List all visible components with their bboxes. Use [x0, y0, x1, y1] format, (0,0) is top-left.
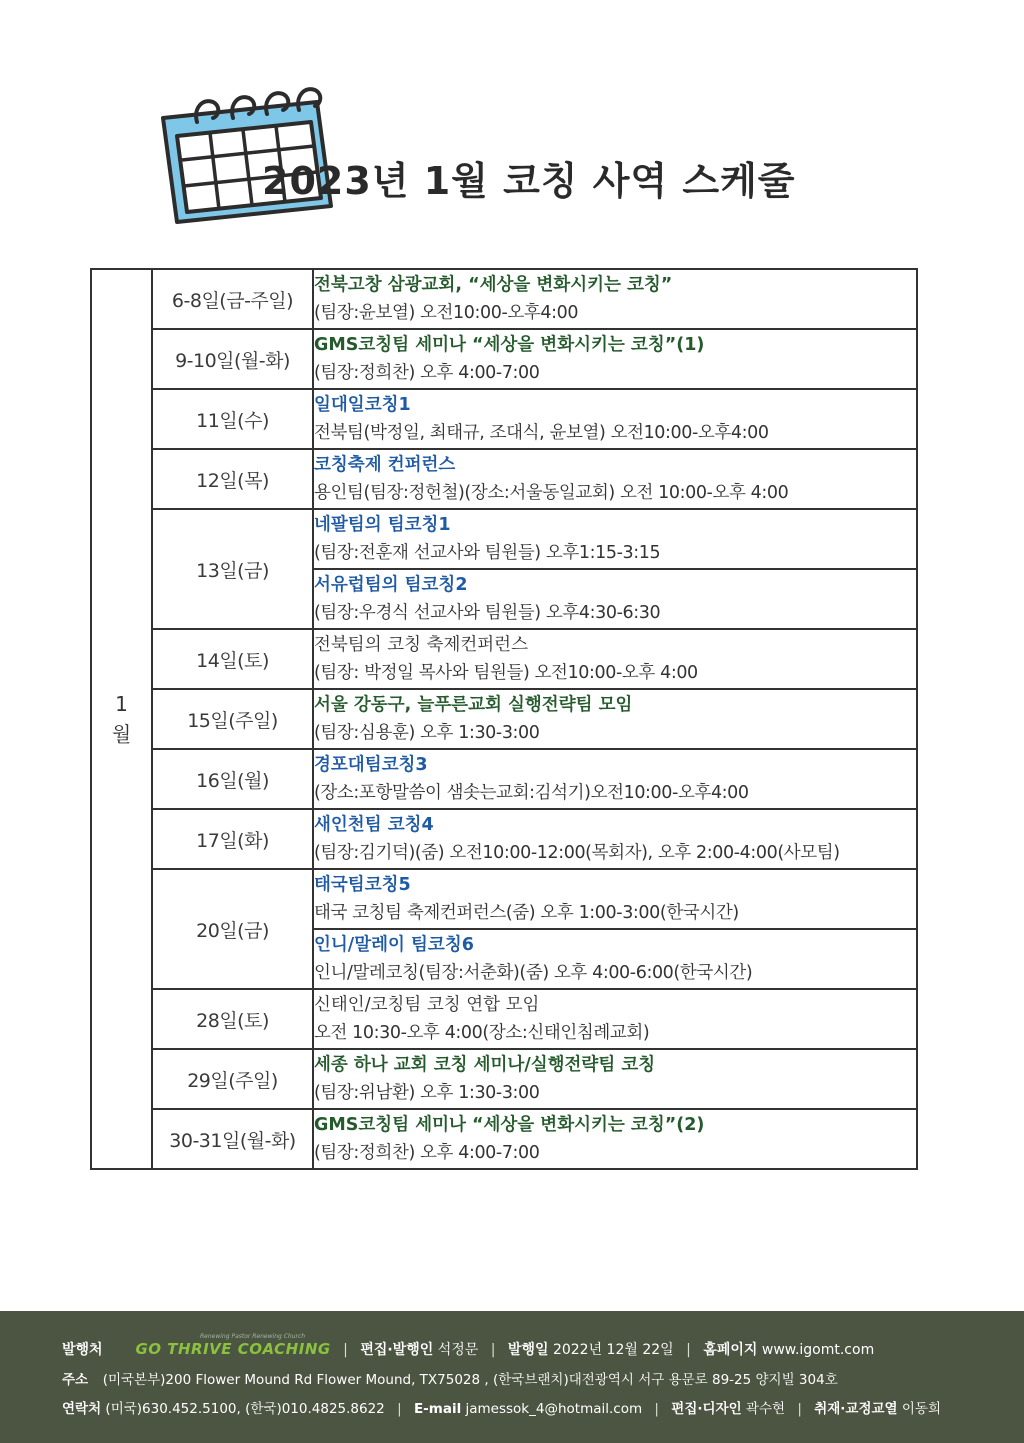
event-title: 세종 하나 교회 코칭 세미나/실행전략팀 코칭 — [314, 1054, 656, 1075]
schedule-row — [91, 329, 917, 389]
date-cell: 6-8일(금-주일) — [152, 269, 313, 329]
date-cell: 30-31일(월-화) — [152, 1109, 313, 1169]
event-title: 경포대팀코칭3 — [314, 754, 428, 775]
email-label: E-mail — [413, 1401, 462, 1417]
event-detail: 오전 10:30-오후 4:00(장소:신태인침례교회) — [314, 1022, 650, 1043]
date-cell: 20일(금) — [152, 869, 313, 989]
editor-label: 편집·발행인 — [360, 1342, 434, 1358]
event-cell — [313, 569, 917, 629]
contact-label: 연락처 — [62, 1401, 102, 1417]
event-title: GMS코칭팀 세미나 “세상을 변화시키는 코칭”(1) — [314, 334, 705, 355]
homepage-link[interactable]: www.igomt.com — [761, 1342, 875, 1358]
schedule-row — [91, 689, 917, 749]
proofreader-name: 이동희 — [901, 1401, 941, 1417]
designer-name: 곽수현 — [745, 1401, 786, 1417]
event-cell — [313, 989, 917, 1049]
footer-line-2 — [62, 1368, 838, 1388]
schedule-row — [91, 629, 917, 689]
event-detail: (팀장:심용훈) 오후 1:30-3:00 — [314, 722, 540, 743]
schedule-row — [91, 269, 917, 329]
proof-label: 취재·교정교열 — [814, 1401, 898, 1417]
email-address[interactable]: jamessok_4@hotmail.com — [465, 1401, 643, 1417]
date-cell: 11일(수) — [152, 389, 313, 449]
footer-line-3: 연락처 (미국)630.452.5100, (한국)010.4825.8622 | E-mail jamessok_4@hotmail.com | 편집·디자인 곽수현 | 취재·교정교열 이동희 — [62, 1401, 941, 1417]
event-title: 일대일코칭1 — [314, 394, 411, 415]
event-cell — [313, 329, 917, 389]
schedule-row — [91, 869, 917, 929]
homepage-label: 홈페이지 — [703, 1342, 758, 1358]
schedule-row — [91, 509, 917, 569]
event-cell — [313, 389, 917, 449]
date-cell: 29일(주일) — [152, 1049, 313, 1109]
event-cell — [313, 1049, 917, 1109]
footer-line-1: 발행처 GO THRIVE COACHING | 편집·발행인 석정문 | 발행일 2022년 12월 22일 | 홈페이지 www.igomt.com — [62, 1340, 875, 1358]
event-detail: 인니/말레코칭(팀장:서춘화)(줌) 오후 4:00-6:00(한국시간) — [314, 962, 753, 983]
event-detail: (팀장:전훈재 선교사와 팀원들) 오후1:15-3:15 — [314, 542, 661, 563]
event-title: 전북팀의 코칭 축제컨퍼런스 — [314, 634, 528, 655]
page-title: 2023년 1월 코칭 사역 스케줄 — [262, 159, 796, 203]
month-cell — [91, 269, 152, 1169]
event-detail: (팀장:정희찬) 오후 4:00-7:00 — [314, 1142, 540, 1163]
header — [0, 0, 1024, 250]
address-label: 주소 — [62, 1372, 89, 1388]
schedule-row — [91, 989, 917, 1049]
publisher-label: 발행처 — [62, 1342, 103, 1358]
event-detail: (팀장:김기덕)(줌) 오전10:00-12:00(목회자), 오후 2:00-4:00(사모팀) — [314, 842, 840, 863]
event-title: 태국팀코칭5 — [314, 874, 411, 895]
event-cell — [313, 269, 917, 329]
contact-numbers: (미국)630.452.5100, (한국)010.4825.8622 — [105, 1401, 385, 1417]
event-detail: (장소:포항말씀이 샘솟는교회:김석기)오전10:00-오후4:00 — [314, 782, 749, 803]
date-label: 발행일 — [507, 1342, 549, 1358]
event-cell — [313, 929, 917, 989]
event-cell — [313, 869, 917, 929]
event-detail: (팀장:정희찬) 오후 4:00-7:00 — [314, 362, 540, 383]
date-cell: 16일(월) — [152, 749, 313, 809]
design-label: 편집·디자인 — [671, 1401, 742, 1417]
schedule-row — [91, 749, 917, 809]
schedule-row — [91, 389, 917, 449]
event-title: 전북고창 삼광교회, “세상을 변화시키는 코칭” — [314, 274, 673, 295]
address: (미국본부)200 Flower Mound Rd Flower Mound, TX75028 , (한국브랜치)대전광역시 서구 용문로 89-25 양지빌 304호 — [102, 1372, 838, 1388]
event-cell — [313, 689, 917, 749]
schedule-row — [91, 1109, 917, 1169]
event-title: 새인천팀 코칭4 — [314, 814, 434, 835]
schedule-row — [91, 1049, 917, 1109]
event-title: 인니/말레이 팀코칭6 — [314, 934, 474, 955]
date-cell: 15일(주일) — [152, 689, 313, 749]
month-label: 월 — [111, 722, 132, 746]
event-cell — [313, 809, 917, 869]
editor-name: 석정문 — [437, 1342, 479, 1358]
event-title: 네팔팀의 팀코칭1 — [314, 514, 451, 535]
event-title: 코칭축제 컨퍼런스 — [314, 454, 456, 475]
event-cell — [313, 629, 917, 689]
date-cell: 13일(금) — [152, 509, 313, 629]
date-cell: 14일(토) — [152, 629, 313, 689]
event-title: GMS코칭팀 세미나 “세상을 변화시키는 코칭”(2) — [314, 1114, 705, 1135]
event-detail: 전북팀(박정일, 최태규, 조대식, 윤보열) 오전10:00-오후4:00 — [314, 422, 769, 443]
footer — [0, 1311, 1024, 1443]
month-label: 1 — [115, 692, 128, 716]
event-title: 서울 강동구, 늘푸른교회 실행전략팀 모임 — [314, 694, 633, 715]
event-cell — [313, 509, 917, 569]
date-cell: 9-10일(월-화) — [152, 329, 313, 389]
schedule-row — [91, 449, 917, 509]
event-detail: 태국 코칭팀 축제컨퍼런스(줌) 오후 1:00-3:00(한국시간) — [314, 902, 739, 923]
event-cell — [313, 1109, 917, 1169]
event-detail: 용인팀(팀장:정헌철)(장소:서울동일교회) 오전 10:00-오후 4:00 — [314, 482, 789, 503]
event-detail: (팀장:윤보열) 오전10:00-오후4:00 — [314, 302, 579, 323]
date-cell: 17일(화) — [152, 809, 313, 869]
event-detail: (팀장:위남환) 오후 1:30-3:00 — [314, 1082, 540, 1103]
go-thrive-logo: GO THRIVE COACHING — [135, 1340, 331, 1358]
event-cell — [313, 449, 917, 509]
logo-tagline: Renewing Pastor Renewing Church — [200, 1333, 306, 1340]
event-title: 신태인/코칭팀 코칭 연합 모임 — [314, 994, 540, 1015]
event-title: 서유럽팀의 팀코칭2 — [314, 574, 468, 595]
schedule-table — [90, 268, 918, 1170]
publish-date: 2022년 12월 22일 — [552, 1342, 674, 1358]
event-cell — [313, 749, 917, 809]
date-cell: 28일(토) — [152, 989, 313, 1049]
schedule-row — [91, 809, 917, 869]
event-detail: (팀장: 박정일 목사와 팀원들) 오전10:00-오후 4:00 — [314, 662, 698, 683]
event-detail: (팀장:우경식 선교사와 팀원들) 오후4:30-6:30 — [314, 602, 661, 623]
date-cell: 12일(목) — [152, 449, 313, 509]
